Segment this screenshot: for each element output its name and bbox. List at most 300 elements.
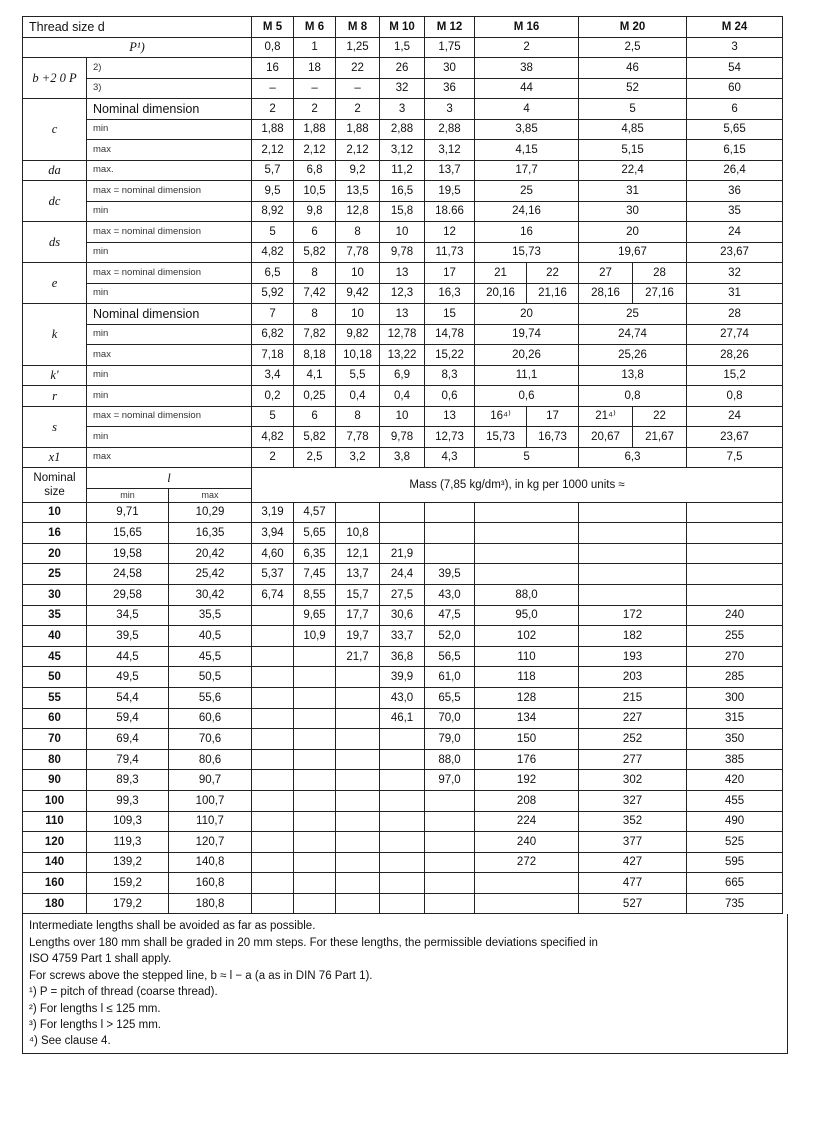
mass-value-cell — [425, 893, 475, 914]
nominal-size-cell: 50 — [23, 667, 87, 688]
c-max-value: 2,12 — [336, 140, 380, 161]
mass-value-cell: 39,5 — [425, 564, 475, 585]
mass-value-cell: 8,55 — [294, 584, 336, 605]
note-lengths-over: Lengths over 180 mm shall be graded in 20 mm steps. For these lengths, the permissible deviations specified in — [29, 936, 598, 949]
mass-value-cell — [475, 564, 579, 585]
nominal-size-cell: 35 — [23, 605, 87, 626]
mass-value-cell — [336, 832, 380, 853]
mass-value-cell: 30,6 — [380, 605, 425, 626]
mass-value-cell — [294, 687, 336, 708]
e-min-value: 31 — [687, 283, 783, 304]
b2-value: 22 — [336, 58, 380, 79]
mass-value-cell — [475, 873, 579, 894]
row-e-max — [23, 263, 783, 284]
mass-value-cell: 215 — [579, 687, 687, 708]
mass-value-cell — [294, 832, 336, 853]
size-header: M 20 — [579, 17, 687, 38]
k1-min-value: 6,9 — [380, 365, 425, 386]
c-max-value: 6,15 — [687, 140, 783, 161]
e-min-value: 21,16 — [527, 283, 579, 304]
s-min-value: 23,67 — [687, 427, 783, 448]
c-max-value: 3,12 — [425, 140, 475, 161]
nominal-size-cell: 16 — [23, 523, 87, 544]
mass-value-cell: 88,0 — [475, 584, 579, 605]
size-header: M 8 — [336, 17, 380, 38]
mass-value-cell — [380, 729, 425, 750]
mass-value-cell: 3,94 — [252, 523, 294, 544]
dc-min-value: 8,92 — [252, 201, 294, 222]
r-min-value: 0,6 — [425, 386, 475, 407]
c-min-value: 1,88 — [252, 119, 294, 140]
row-k-max — [23, 345, 783, 366]
nominal-size-cell: 55 — [23, 687, 87, 708]
nominal-size-cell: 180 — [23, 893, 87, 914]
mass-value-cell: 277 — [579, 749, 687, 770]
mass-value-cell — [294, 811, 336, 832]
c-max-value: 2,12 — [294, 140, 336, 161]
k1-min-value: 13,8 — [579, 365, 687, 386]
l-max-cell: 70,6 — [169, 729, 252, 750]
dc-min-value: 30 — [579, 201, 687, 222]
r-min-value: 0,4 — [336, 386, 380, 407]
min-label: min — [87, 242, 252, 263]
dc-min-value: 24,16 — [475, 201, 579, 222]
mass-value-cell: 5,37 — [252, 564, 294, 585]
mass-value-cell: 182 — [579, 626, 687, 647]
s-max-value: 22 — [633, 406, 687, 427]
mass-value-cell: 128 — [475, 687, 579, 708]
ds-max-value: 8 — [336, 222, 380, 243]
mass-value-cell: 27,5 — [380, 584, 425, 605]
c-nom-value: 2 — [294, 99, 336, 120]
s-min-value: 15,73 — [475, 427, 527, 448]
mass-value-cell — [380, 523, 425, 544]
mass-value-cell: 285 — [687, 667, 783, 688]
x1-max-value: 6,3 — [579, 447, 687, 468]
ds-min-value: 23,67 — [687, 242, 783, 263]
mass-value-cell: 15,7 — [336, 584, 380, 605]
s-min-value: 20,67 — [579, 427, 633, 448]
l-min-header: min — [87, 488, 169, 502]
k-nom-value: 25 — [579, 304, 687, 325]
b3-value: 32 — [380, 78, 425, 99]
mass-value-cell: 118 — [475, 667, 579, 688]
dc-max-value: 9,5 — [252, 181, 294, 202]
l-min-cell: 44,5 — [87, 646, 169, 667]
mass-value-cell: 134 — [475, 708, 579, 729]
e-max-value: 6,5 — [252, 263, 294, 284]
mass-value-cell: 224 — [475, 811, 579, 832]
mass-value-cell: 110 — [475, 646, 579, 667]
pitch-label: P¹) — [23, 37, 252, 58]
mass-value-cell: 46,1 — [380, 708, 425, 729]
dc-min-value: 35 — [687, 201, 783, 222]
l-min-cell: 159,2 — [87, 873, 169, 894]
k-max-value: 28,26 — [687, 345, 783, 366]
mass-value-cell — [252, 873, 294, 894]
mass-value-cell: 595 — [687, 852, 783, 873]
l-max-cell: 90,7 — [169, 770, 252, 791]
dc-min-value: 15,8 — [380, 201, 425, 222]
s-min-value: 21,67 — [633, 427, 687, 448]
table-row — [23, 790, 783, 811]
nominal-size-cell: 40 — [23, 626, 87, 647]
min-label: min — [87, 386, 252, 407]
ds-max-value: 12 — [425, 222, 475, 243]
s-max-value: 24 — [687, 406, 783, 427]
thread-size-label: Thread size d — [23, 17, 252, 38]
table-row — [23, 502, 783, 523]
dimension-table — [22, 16, 783, 468]
table-row — [23, 873, 783, 894]
row-s-min — [23, 427, 783, 448]
da-label: da — [23, 160, 87, 181]
x1-max-value: 7,5 — [687, 447, 783, 468]
b3-value: 52 — [579, 78, 687, 99]
mass-value-cell: 36,8 — [380, 646, 425, 667]
mass-value-cell: 21,9 — [380, 543, 425, 564]
mass-value-cell — [252, 832, 294, 853]
row-e-min — [23, 283, 783, 304]
k-min-value: 12,78 — [380, 324, 425, 345]
mass-value-cell: 377 — [579, 832, 687, 853]
pitch-value: 1,25 — [336, 37, 380, 58]
size-header: M 16 — [475, 17, 579, 38]
l-max-cell: 110,7 — [169, 811, 252, 832]
note-stepped-line: For screws above the stepped line, b ≈ l − a (a as in DIN 76 Part 1). — [29, 969, 373, 982]
e-label: e — [23, 263, 87, 304]
da-max-value: 6,8 — [294, 160, 336, 181]
footnote-2: ²) For lengths l ≤ 125 mm. — [29, 1002, 161, 1015]
k-nom-value: 20 — [475, 304, 579, 325]
max-label: max — [87, 447, 252, 468]
mass-value-cell — [425, 852, 475, 873]
k1-min-value: 15,2 — [687, 365, 783, 386]
k1-min-value: 11,1 — [475, 365, 579, 386]
c-min-value: 4,85 — [579, 119, 687, 140]
mass-value-cell: 272 — [475, 852, 579, 873]
mass-value-cell — [380, 832, 425, 853]
mass-value-cell: 13,7 — [336, 564, 380, 585]
dc-max-value: 36 — [687, 181, 783, 202]
nominal-size-header: Nominal size — [23, 468, 87, 503]
r-min-value: 0,8 — [579, 386, 687, 407]
mass-value-cell: 6,74 — [252, 584, 294, 605]
footnote-4: ⁴) See clause 4. — [29, 1035, 111, 1048]
ds-min-value: 7,78 — [336, 242, 380, 263]
dc-label: dc — [23, 181, 87, 222]
da-max-value: 17,7 — [475, 160, 579, 181]
l-min-cell: 59,4 — [87, 708, 169, 729]
b2-value: 16 — [252, 58, 294, 79]
ds-max-value: 10 — [380, 222, 425, 243]
k-min-value: 14,78 — [425, 324, 475, 345]
mass-value-cell: 203 — [579, 667, 687, 688]
mass-value-cell — [252, 708, 294, 729]
mass-value-cell: 95,0 — [475, 605, 579, 626]
size-header: M 6 — [294, 17, 336, 38]
l-min-cell: 49,5 — [87, 667, 169, 688]
ds-max-value: 5 — [252, 222, 294, 243]
mass-value-cell: 3,19 — [252, 502, 294, 523]
row-c-nom — [23, 99, 783, 120]
l-min-cell: 69,4 — [87, 729, 169, 750]
ds-min-value: 5,82 — [294, 242, 336, 263]
e-max-value: 22 — [527, 263, 579, 284]
mass-value-cell: 300 — [687, 687, 783, 708]
mass-value-cell — [252, 626, 294, 647]
mass-value-cell: 270 — [687, 646, 783, 667]
dc-max-value: 10,5 — [294, 181, 336, 202]
mass-value-cell — [252, 667, 294, 688]
b3-value: – — [294, 78, 336, 99]
l-max-cell: 180,8 — [169, 893, 252, 914]
l-max-cell: 20,42 — [169, 543, 252, 564]
pitch-value: 1 — [294, 37, 336, 58]
table-row — [23, 626, 783, 647]
mass-value-cell: 43,0 — [425, 584, 475, 605]
l-max-cell: 140,8 — [169, 852, 252, 873]
mass-value-cell — [475, 543, 579, 564]
mass-value-cell — [336, 873, 380, 894]
s-min-value: 16,73 — [527, 427, 579, 448]
row-b-3 — [23, 78, 783, 99]
mass-value-cell: 193 — [579, 646, 687, 667]
mass-value-cell: 240 — [475, 832, 579, 853]
table-row — [23, 708, 783, 729]
mass-value-cell — [252, 605, 294, 626]
nominal-size-cell: 60 — [23, 708, 87, 729]
k-nom-value: 7 — [252, 304, 294, 325]
nominal-size-cell: 140 — [23, 852, 87, 873]
mass-value-cell: 97,0 — [425, 770, 475, 791]
e-min-value: 12,3 — [380, 283, 425, 304]
ds-label: ds — [23, 222, 87, 263]
table-row — [23, 687, 783, 708]
nominal-size-cell: 30 — [23, 584, 87, 605]
pitch-value: 0,8 — [252, 37, 294, 58]
mass-value-cell — [380, 893, 425, 914]
mass-value-cell — [252, 893, 294, 914]
e-max-value: 17 — [425, 263, 475, 284]
pitch-value: 3 — [687, 37, 783, 58]
k-max-value: 13,22 — [380, 345, 425, 366]
dc-max-value: 25 — [475, 181, 579, 202]
mass-value-cell: 735 — [687, 893, 783, 914]
row-c-min — [23, 119, 783, 140]
ds-min-value: 15,73 — [475, 242, 579, 263]
mass-table — [22, 467, 783, 914]
c-max-value: 2,12 — [252, 140, 294, 161]
l-max-cell: 30,42 — [169, 584, 252, 605]
table-row — [23, 584, 783, 605]
dc-max-value: 13,5 — [336, 181, 380, 202]
mass-value-cell — [380, 811, 425, 832]
s-max-value: 8 — [336, 406, 380, 427]
mass-value-cell: 6,35 — [294, 543, 336, 564]
l-min-cell: 119,3 — [87, 832, 169, 853]
size-header: M 12 — [425, 17, 475, 38]
mass-value-cell — [687, 564, 783, 585]
mass-value-cell: 385 — [687, 749, 783, 770]
b3-value: – — [336, 78, 380, 99]
ds-min-value: 4,82 — [252, 242, 294, 263]
mass-value-cell — [687, 523, 783, 544]
e-max-value: 8 — [294, 263, 336, 284]
l-max-cell: 25,42 — [169, 564, 252, 585]
e-max-value: 10 — [336, 263, 380, 284]
l-max-cell: 40,5 — [169, 626, 252, 647]
mass-value-cell — [336, 790, 380, 811]
x1-max-value: 3,8 — [380, 447, 425, 468]
ds-max-value: 24 — [687, 222, 783, 243]
mass-value-cell: 490 — [687, 811, 783, 832]
s-max-value: 16⁴⁾ — [475, 406, 527, 427]
mass-value-cell — [252, 729, 294, 750]
row-pitch — [23, 37, 783, 58]
mass-value-cell: 21,7 — [336, 646, 380, 667]
c-max-value: 5,15 — [579, 140, 687, 161]
mass-value-cell — [425, 790, 475, 811]
table-row — [23, 832, 783, 853]
max-label: max — [87, 345, 252, 366]
mass-value-cell — [336, 893, 380, 914]
mass-value-cell — [336, 687, 380, 708]
mass-value-cell: 52,0 — [425, 626, 475, 647]
mass-value-cell: 240 — [687, 605, 783, 626]
mass-value-cell — [336, 708, 380, 729]
nominal-size-cell: 100 — [23, 790, 87, 811]
l-max-cell: 35,5 — [169, 605, 252, 626]
mass-value-cell — [380, 749, 425, 770]
da-max-value: 11,2 — [380, 160, 425, 181]
l-max-cell: 120,7 — [169, 832, 252, 853]
row-r — [23, 386, 783, 407]
min-label: min — [87, 365, 252, 386]
min-label: min — [87, 324, 252, 345]
l-max-cell: 80,6 — [169, 749, 252, 770]
k-nom-value: 13 — [380, 304, 425, 325]
mass-value-cell: 33,7 — [380, 626, 425, 647]
size-header: M 24 — [687, 17, 783, 38]
mass-value-cell — [294, 646, 336, 667]
k1-min-value: 5,5 — [336, 365, 380, 386]
mass-value-cell — [380, 502, 425, 523]
s-min-value: 9,78 — [380, 427, 425, 448]
nominal-size-cell: 160 — [23, 873, 87, 894]
mass-value-cell: 176 — [475, 749, 579, 770]
mass-value-cell — [425, 873, 475, 894]
da-max-value: 9,2 — [336, 160, 380, 181]
mass-value-cell — [579, 543, 687, 564]
l-min-cell: 179,2 — [87, 893, 169, 914]
s-min-value: 5,82 — [294, 427, 336, 448]
dc-max-value: 19,5 — [425, 181, 475, 202]
b3-value: 60 — [687, 78, 783, 99]
mass-value-cell — [252, 749, 294, 770]
mass-value-cell — [380, 873, 425, 894]
s-min-value: 7,78 — [336, 427, 380, 448]
mass-value-cell: 427 — [579, 852, 687, 873]
mass-value-cell: 102 — [475, 626, 579, 647]
mass-value-cell: 47,5 — [425, 605, 475, 626]
nominal-size-cell: 20 — [23, 543, 87, 564]
e-min-value: 9,42 — [336, 283, 380, 304]
l-min-cell: 19,58 — [87, 543, 169, 564]
mass-value-cell: 255 — [687, 626, 783, 647]
r-min-value: 0,4 — [380, 386, 425, 407]
l-max-cell: 50,5 — [169, 667, 252, 688]
dc-min-value: 12,8 — [336, 201, 380, 222]
mass-value-cell — [475, 502, 579, 523]
ds-min-value: 9,78 — [380, 242, 425, 263]
mass-value-cell: 43,0 — [380, 687, 425, 708]
b2-value: 46 — [579, 58, 687, 79]
max-nominal-label: max = nominal dimension — [87, 263, 252, 284]
mass-value-cell: 12,1 — [336, 543, 380, 564]
mass-value-cell — [579, 523, 687, 544]
e-min-value: 16,3 — [425, 283, 475, 304]
table-row — [23, 667, 783, 688]
l-header: l — [87, 468, 252, 489]
b3-value: 36 — [425, 78, 475, 99]
e-min-value: 20,16 — [475, 283, 527, 304]
s-min-value: 12,73 — [425, 427, 475, 448]
mass-value-cell — [294, 729, 336, 750]
mass-value-cell: 172 — [579, 605, 687, 626]
min-label: min — [87, 283, 252, 304]
e-min-value: 27,16 — [633, 283, 687, 304]
note-iso: ISO 4759 Part 1 shall apply. — [29, 953, 172, 966]
mass-value-cell — [294, 708, 336, 729]
mass-value-cell — [336, 729, 380, 750]
c-min-value: 2,88 — [425, 119, 475, 140]
mass-value-cell — [579, 564, 687, 585]
row-x1 — [23, 447, 783, 468]
nominal-size-cell: 45 — [23, 646, 87, 667]
dc-max-value: 16,5 — [380, 181, 425, 202]
c-nom-value: 4 — [475, 99, 579, 120]
c-nom-value: 2 — [336, 99, 380, 120]
mass-value-cell: 4,57 — [294, 502, 336, 523]
da-max-value: 5,7 — [252, 160, 294, 181]
mass-value-cell: 208 — [475, 790, 579, 811]
mass-value-cell — [687, 502, 783, 523]
table-row — [23, 646, 783, 667]
r-min-value: 0,6 — [475, 386, 579, 407]
r-label: r — [23, 386, 87, 407]
r-min-value: 0,2 — [252, 386, 294, 407]
mass-value-cell: 9,65 — [294, 605, 336, 626]
k-min-value: 7,82 — [294, 324, 336, 345]
mass-value-cell — [687, 543, 783, 564]
c-nominal-label: Nominal dimension — [87, 99, 252, 120]
e-max-value: 21 — [475, 263, 527, 284]
mass-value-cell — [252, 646, 294, 667]
k-nom-value: 28 — [687, 304, 783, 325]
mass-value-cell: 252 — [579, 729, 687, 750]
e-max-value: 28 — [633, 263, 687, 284]
nominal-size-cell: 90 — [23, 770, 87, 791]
b3-value: – — [252, 78, 294, 99]
mass-value-cell: 10,9 — [294, 626, 336, 647]
c-nom-value: 2 — [252, 99, 294, 120]
da-max-value: 22,4 — [579, 160, 687, 181]
b2-value: 38 — [475, 58, 579, 79]
max-label: max. — [87, 160, 252, 181]
b-note-3: 3) — [87, 78, 252, 99]
mass-value-cell: 4,60 — [252, 543, 294, 564]
